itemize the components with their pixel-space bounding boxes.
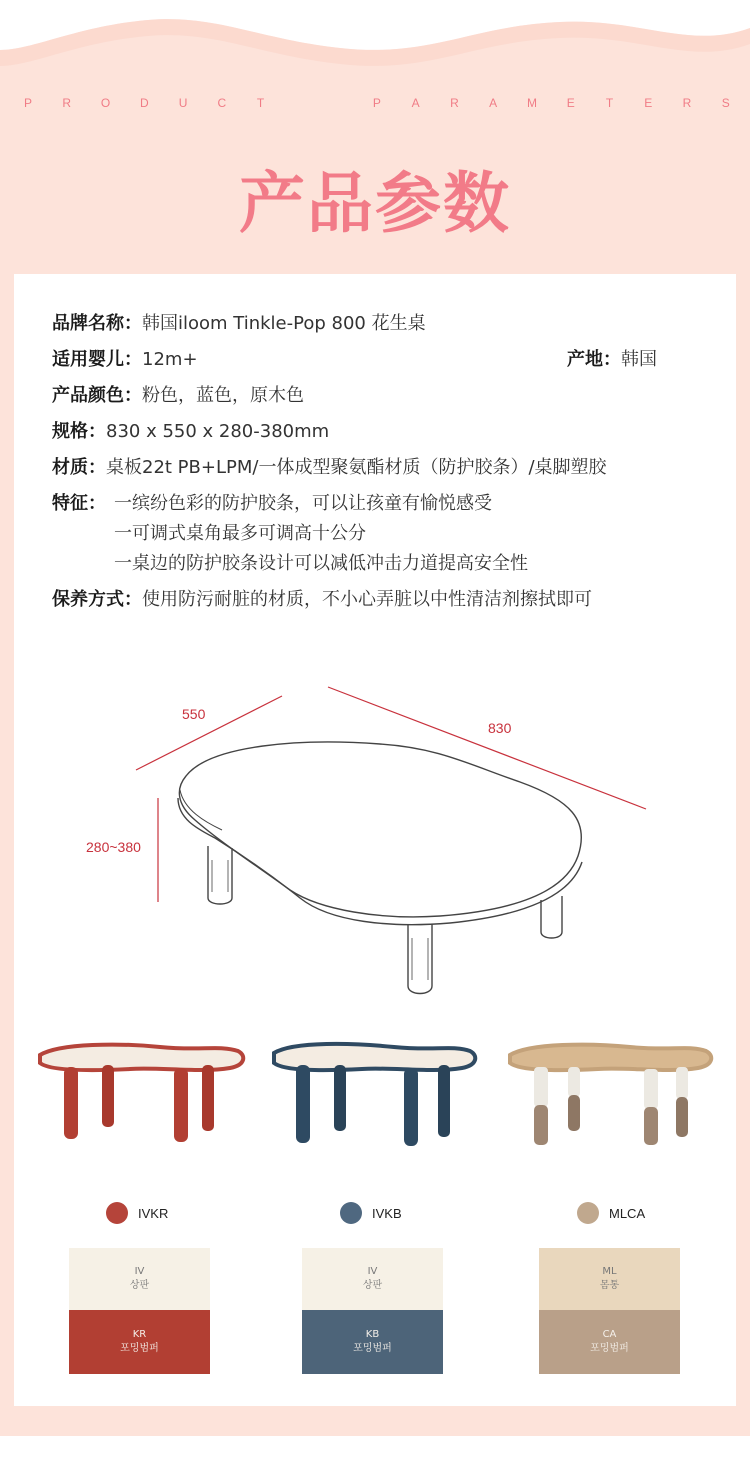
variant-code: IVKR bbox=[138, 1205, 169, 1221]
length-label: 830 bbox=[488, 720, 512, 736]
param-value: 使用防污耐脏的材质，不小心弄脏以中性清洁剂擦拭即可 bbox=[142, 589, 592, 610]
variant-swatch-ivkr bbox=[106, 1202, 168, 1224]
subtitle-letter bbox=[293, 96, 305, 116]
param-color bbox=[52, 382, 722, 418]
height-label: 280~380 bbox=[86, 839, 141, 855]
param-key: 产品颜色： bbox=[52, 385, 142, 406]
page-title: 产品参数 bbox=[239, 165, 511, 242]
chip-top-name: 상판 bbox=[129, 1280, 150, 1291]
feature-line: 一缤纷色彩的防护胶条，可以让孩童有愉悦感受 bbox=[114, 493, 492, 514]
length-dimension-line bbox=[328, 687, 646, 809]
subtitle-letter: C bbox=[217, 96, 227, 110]
color-dot bbox=[577, 1202, 599, 1224]
chip-bottom-name: 포밍범퍼 bbox=[353, 1343, 392, 1354]
param-value: 12m+ bbox=[142, 349, 198, 370]
subtitle-letter: T bbox=[605, 96, 614, 110]
chip-bottom-code: CA bbox=[602, 1329, 617, 1340]
param-key: 特征： bbox=[52, 493, 106, 514]
param-value: 830 x 550 x 280-380mm bbox=[106, 421, 330, 442]
section-subtitle bbox=[0, 96, 750, 116]
variant-swatch-ivkb bbox=[340, 1202, 402, 1224]
param-care bbox=[52, 586, 722, 622]
chip-top bbox=[302, 1248, 443, 1310]
material-chip-ivkr bbox=[69, 1248, 210, 1374]
table-red-image bbox=[40, 1045, 243, 1142]
param-value: 韩国 bbox=[621, 349, 657, 370]
param-material bbox=[52, 454, 722, 490]
chip-top-name: 상판 bbox=[362, 1280, 383, 1291]
param-value: 粉色，蓝色，原木色 bbox=[142, 385, 304, 406]
wave-decoration bbox=[0, 0, 750, 90]
feature-lines bbox=[114, 490, 528, 580]
param-key: 材质： bbox=[52, 457, 106, 478]
param-brand bbox=[52, 310, 722, 346]
chip-top-code: ML bbox=[602, 1266, 617, 1277]
subtitle-letter: S bbox=[721, 96, 730, 110]
subtitle-letter: P bbox=[372, 96, 381, 110]
param-key: 适用婴儿： bbox=[52, 349, 142, 370]
feature-line: 一桌边的防护胶条设计可以减低冲击力道提高安全性 bbox=[114, 553, 528, 574]
param-value: 韩国iloom Tinkle-Pop 800 花生桌 bbox=[142, 313, 426, 334]
subtitle-letter: R bbox=[682, 96, 692, 110]
subtitle-letter: M bbox=[526, 96, 537, 110]
chip-bottom-name: 포밍범퍼 bbox=[590, 1343, 629, 1354]
subtitle-letter: P bbox=[23, 96, 32, 110]
chip-bottom bbox=[539, 1310, 680, 1374]
chip-top-name: 몸통 bbox=[599, 1280, 620, 1291]
table-drawing bbox=[178, 742, 582, 993]
param-features bbox=[52, 490, 722, 586]
chip-bottom-name: 포밍범퍼 bbox=[120, 1343, 159, 1354]
param-key: 保养方式： bbox=[52, 589, 142, 610]
subtitle-letter: R bbox=[450, 96, 459, 110]
variant-images bbox=[0, 1035, 750, 1165]
parameter-list bbox=[52, 310, 722, 622]
subtitle-letter: U bbox=[178, 96, 188, 110]
param-age bbox=[52, 346, 722, 382]
subtitle-letter: E bbox=[644, 96, 653, 110]
subtitle-letter: E bbox=[566, 96, 575, 110]
material-chip-ivkb bbox=[302, 1248, 443, 1374]
param-key: 产地： bbox=[567, 349, 621, 370]
param-value: 桌板22t PB+LPM/一体成型聚氨酯材质（防护胶条）/桌脚塑胶 bbox=[106, 457, 607, 478]
param-key: 品牌名称： bbox=[52, 313, 142, 334]
chip-top bbox=[539, 1248, 680, 1310]
param-key: 规格： bbox=[52, 421, 106, 442]
subtitle-letter: A bbox=[489, 96, 498, 110]
subtitle-letter: A bbox=[411, 96, 420, 110]
chip-top bbox=[69, 1248, 210, 1310]
subtitle-letter bbox=[332, 96, 344, 116]
chip-bottom bbox=[69, 1310, 210, 1374]
chip-bottom-code: KB bbox=[365, 1329, 380, 1340]
variant-swatch-mlca bbox=[577, 1202, 645, 1224]
feature-line: 一可调式桌角最多可调高十公分 bbox=[114, 523, 366, 544]
color-dot bbox=[106, 1202, 128, 1224]
param-origin bbox=[567, 346, 657, 374]
chip-top-code: IV bbox=[134, 1266, 145, 1277]
subtitle-letter: O bbox=[100, 96, 111, 110]
width-label: 550 bbox=[182, 706, 206, 722]
table-wood-image bbox=[510, 1045, 711, 1145]
table-blue-image bbox=[274, 1044, 475, 1146]
chip-bottom-code: KR bbox=[132, 1329, 147, 1340]
chip-bottom bbox=[302, 1310, 443, 1374]
chip-top-code: IV bbox=[367, 1266, 378, 1277]
variant-code: MLCA bbox=[609, 1205, 646, 1221]
material-chip-mlca bbox=[539, 1248, 680, 1374]
bottom-strip bbox=[0, 1436, 750, 1463]
subtitle-letter: R bbox=[62, 96, 72, 110]
color-dot bbox=[340, 1202, 362, 1224]
subtitle-letter: T bbox=[256, 96, 265, 110]
subtitle-letter: D bbox=[139, 96, 149, 110]
param-spec bbox=[52, 418, 722, 454]
variant-code: IVKB bbox=[372, 1205, 402, 1221]
